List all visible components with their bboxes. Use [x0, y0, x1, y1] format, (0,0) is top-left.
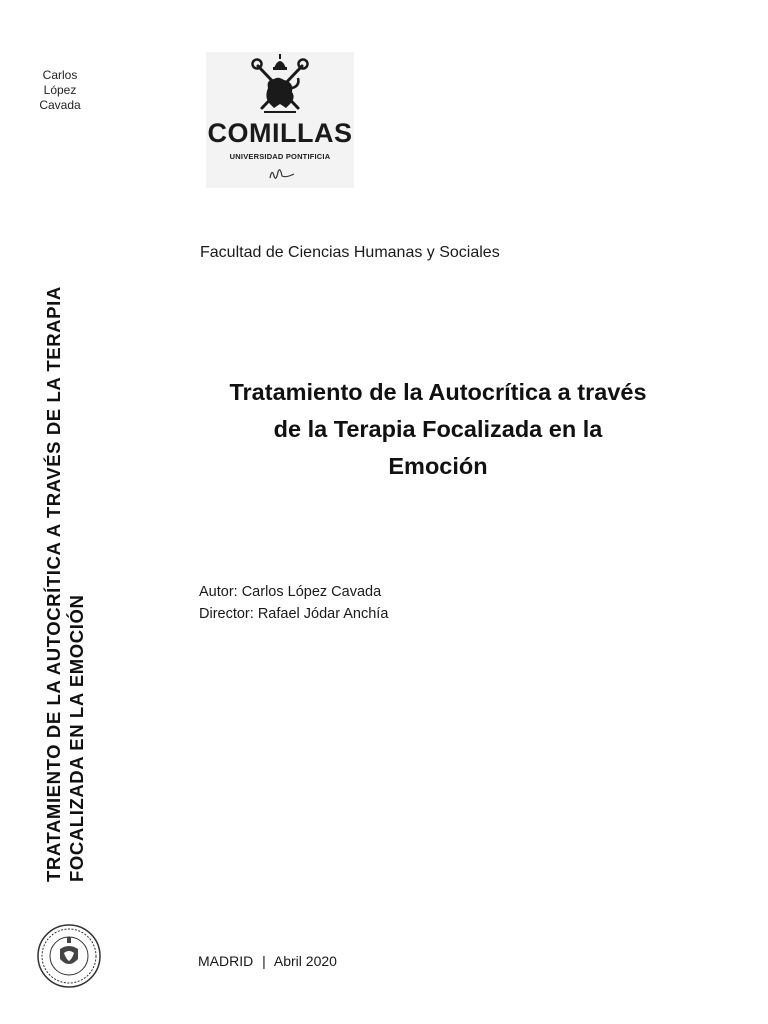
- spine-title: [42, 170, 94, 882]
- city: MADRID: [198, 953, 254, 969]
- author-first-name: Carlos: [42, 68, 78, 82]
- separator: |: [262, 953, 266, 969]
- document-title: [196, 374, 680, 485]
- place-and-date: [198, 953, 337, 969]
- title-line-1: Tratamiento de la Autocrítica a través: [229, 379, 647, 405]
- title-line-3: Emoción: [388, 453, 488, 479]
- spine-title-line-1: TRATAMIENTO DE LA AUTOCRÍTICA A TRAVÉS DE LA TERAPIA: [43, 286, 64, 882]
- author-name-stack: [34, 68, 86, 113]
- university-seal-icon: [36, 923, 102, 989]
- title-line-2: de la Terapia Focalizada en la: [273, 416, 603, 442]
- university-logo: [206, 52, 354, 188]
- faculty-name: Facultad de Ciencias Humanas y Sociales: [200, 244, 500, 261]
- author-surname-1: López: [43, 83, 77, 97]
- spine-title-line-2: FOCALIZADA EN LA EMOCIÓN: [66, 594, 87, 882]
- university-name: COMILLAS: [207, 118, 353, 148]
- date: Abril 2020: [273, 953, 337, 969]
- author-surname-2: Cavada: [39, 98, 81, 112]
- credits-block: [199, 581, 388, 625]
- author-line: Autor: Carlos López Cavada: [199, 584, 382, 600]
- director-line: Director: Rafael Jódar Anchía: [199, 606, 389, 622]
- university-subtitle: UNIVERSIDAD PONTIFICIA: [229, 152, 331, 161]
